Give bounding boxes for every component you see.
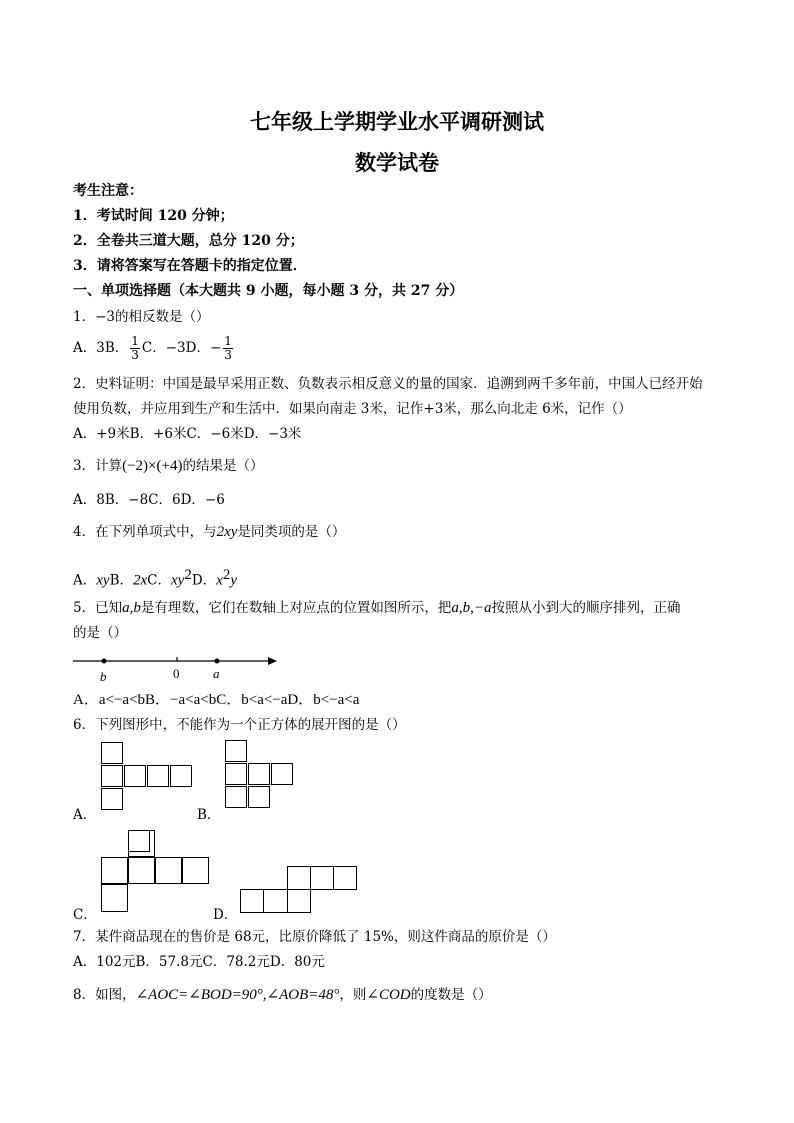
q6-stem: 6．下列图形中，不能作为一个正方体的展开图的是（） — [73, 717, 406, 733]
q4-expression: 2xy — [216, 524, 238, 540]
q5-stem: 5．已知a,b是有理数，它们在数轴上对应点的位置如图所示，把a,b,−a按照从小到大的顺序排列，正确 — [73, 600, 681, 616]
q4-stem: 4．在下列单项式中，与2xy是同类项的是（） — [73, 524, 346, 540]
exam-title: 七年级上学期学业水平调研测试 — [250, 109, 544, 134]
q2-options: A．+9米B．+6米C．−6米D．−3米 — [73, 426, 302, 442]
point-a-marker — [215, 659, 220, 664]
notice-item-1: 1．考试时间 120 分钟； — [73, 208, 234, 224]
q3-expression: (−2)×(+4) — [122, 458, 183, 474]
q6-label-a: A． — [73, 807, 97, 823]
q2-line-1: 2．史料证明：中国是最早采用正数、负数表示相反意义的量的国家．追溯到两千多年前，中国人已经开始 — [73, 376, 703, 392]
q3-stem: 3．计算(−2)×(+4)的结果是（） — [73, 458, 264, 474]
q5-options: A．a<−a<bB．−a<a<bC．b<a<−aD．b<−a<a — [73, 692, 360, 708]
q8-expression: ∠AOC=∠BOD=90°,∠AOB=48° — [135, 987, 340, 1003]
q2-line-2: 使用负数，并应用到生产和生活中．如果向南走 3米，记作+3米，那么向北走 6米，记作（） — [73, 401, 632, 417]
q1-fraction-d: $\frac{1}{3}$ — [224, 334, 232, 362]
q1-opt-c: C．−3D．− — [141, 340, 222, 356]
q6-label-d: D． — [213, 907, 238, 923]
exam-subtitle: 数学试卷 — [355, 150, 439, 175]
number-line-arrow-icon — [268, 657, 277, 665]
point-b-marker — [102, 659, 107, 664]
q3-options: A．8B．−8C．6D．−6 — [73, 492, 225, 508]
q1-fraction-b: $\frac{1}{3}$ — [131, 334, 139, 362]
section1-heading: 一、单项选择题（本大题共 9 小题，每小题 3 分，共 27 分） — [73, 283, 464, 299]
axis-label-b: b — [100, 669, 107, 684]
q5-number-line — [73, 650, 285, 686]
q8-stem: 8．如图，∠AOC=∠BOD=90°,∠AOB=48°，则∠COD的度数是（） — [73, 987, 492, 1003]
q7-stem: 7．某件商品现在的售价是 68元，比原价降低了 15%，则这件商品的原价是（） — [73, 929, 556, 945]
q1-opt-a: A．3B． — [73, 340, 129, 356]
axis-label-a: a — [213, 666, 220, 681]
q6-label-b: B． — [197, 807, 221, 823]
axis-label-zero: 0 — [173, 666, 180, 681]
notice-heading: 考生注意： — [73, 183, 143, 199]
notice-item-2: 2．全卷共三道大题，总分 120 分； — [73, 233, 304, 249]
q6-label-c: C． — [73, 907, 97, 923]
q5-stem-line-2: 的是（） — [73, 625, 127, 641]
q4-options: A．xyB．2xC．$xy^2D$．$x^2y$ — [73, 567, 238, 589]
q7-options: A．102元B．57.8元C．78.2元D．80元 — [73, 954, 325, 970]
q1-options — [73, 331, 235, 365]
notice-item-3: 3．请将答案写在答题卡的指定位置． — [73, 258, 307, 274]
q6-net-c-top-cell — [128, 830, 155, 857]
q1-stem: 1．−3的相反数是（） — [73, 309, 210, 325]
